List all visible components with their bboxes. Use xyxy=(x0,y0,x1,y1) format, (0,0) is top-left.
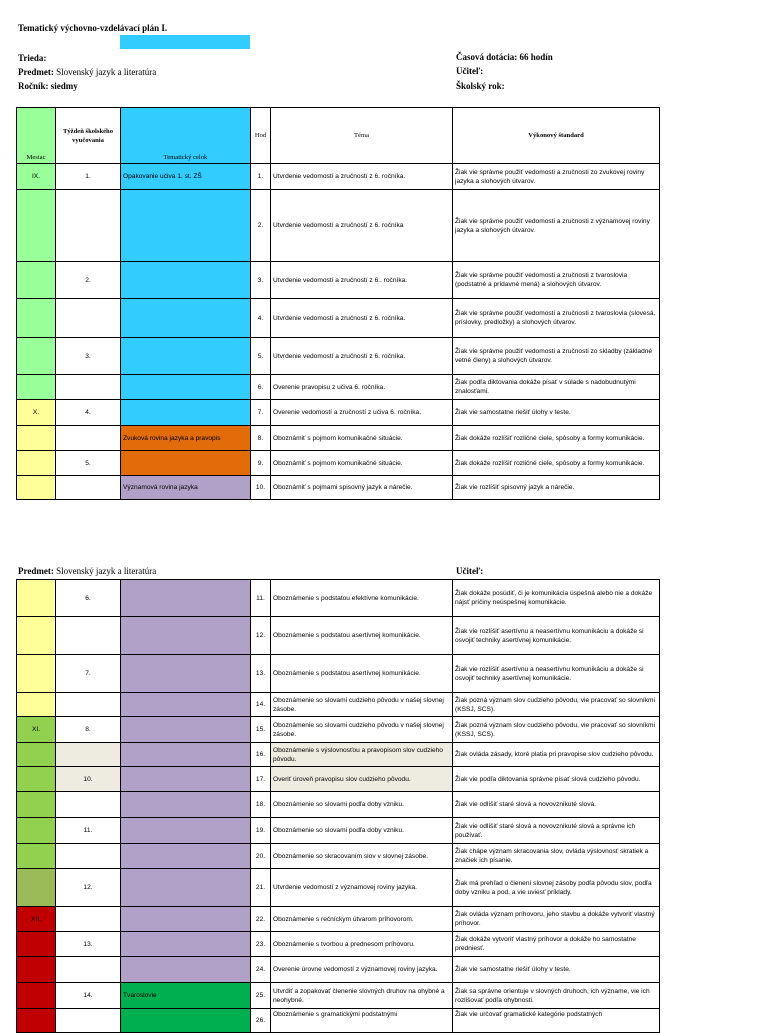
standard-cell: Žiak vie správne použiť vedomosti a zručnosti z významovej roviny jazyka a slohových útvarov. xyxy=(453,190,660,262)
celok-cell xyxy=(121,767,251,792)
mesiac-cell xyxy=(17,451,56,476)
mesiac-cell xyxy=(17,375,56,400)
mesiac-cell xyxy=(17,617,56,655)
tyzden-cell xyxy=(56,907,121,932)
hod-cell: 20. xyxy=(251,844,271,869)
hod-cell: 19. xyxy=(251,818,271,844)
celok-cell: Zvuková rovina jazyka a pravopis xyxy=(121,426,251,451)
hod-cell: 16. xyxy=(251,743,271,767)
mesiac-cell xyxy=(17,338,56,375)
mesiac-cell xyxy=(17,983,56,1009)
tyzden-cell: 1. xyxy=(56,164,121,190)
tema-cell: Utvrdenie vedomostí a zručností z 6. ročníka. xyxy=(271,338,453,375)
hod-cell: 15. xyxy=(251,717,271,743)
tema-cell: Oboznámenie s výslovnosťou a pravopisom slov cudzieho pôvodu. xyxy=(271,743,453,767)
mesiac-cell xyxy=(17,190,56,262)
tyzden-cell xyxy=(56,299,121,338)
mesiac-cell xyxy=(17,1009,56,1033)
table-row xyxy=(17,767,660,792)
table-row xyxy=(17,983,660,1009)
tyzden-cell xyxy=(56,844,121,869)
table-row xyxy=(17,426,660,451)
col-celok: Tematický celok xyxy=(121,108,251,164)
table-row xyxy=(17,743,660,767)
celok-cell xyxy=(121,338,251,375)
tyzden-cell xyxy=(56,426,121,451)
table-row xyxy=(17,957,660,983)
celok-cell xyxy=(121,400,251,426)
tema-cell: Utvrdenie vedomostí a zručností z 6.. ročníka. xyxy=(271,262,453,299)
tema-cell: Oboznámiť s pojmom komunikačné situácie. xyxy=(271,426,453,451)
hod-cell: 21. xyxy=(251,869,271,907)
tema-cell: Oboznámenie s podstatou efektívne komunikácie. xyxy=(271,580,453,617)
hod-cell: 14. xyxy=(251,693,271,717)
skolsky-rok-label: Školský rok: xyxy=(456,81,505,91)
standard-cell: Žiak vie rozlíšiť spisovný jazyk a nárečie. xyxy=(453,476,660,500)
tyzden-cell xyxy=(56,957,121,983)
table-row xyxy=(17,617,660,655)
trieda-label: Trieda: xyxy=(18,53,47,63)
tyzden-cell xyxy=(56,375,121,400)
table-row xyxy=(17,717,660,743)
mesiac-cell xyxy=(17,426,56,451)
col-tema: Téma xyxy=(271,108,453,164)
hod-cell: 2. xyxy=(251,190,271,262)
tema-cell: Oboznámenie s podstatou asertívnej komunikácie. xyxy=(271,655,453,693)
standard-cell: Žiak pozná význam slov cudzieho pôvodu, vie pracovať so slovníkmi (KSSJ, SCS). xyxy=(453,693,660,717)
standard-cell: Žiak vie určovať gramatické kategórie podstatných xyxy=(453,1009,660,1033)
ucitel-label-2: Učiteľ: xyxy=(456,566,484,576)
tyzden-cell: 8. xyxy=(56,717,121,743)
table-row xyxy=(17,400,660,426)
standard-cell: Žiak vie správne použiť vedomosti a zručnosti z tvaroslovia (slovesá, príslovky, predložky) a slohových útvarov. xyxy=(453,299,660,338)
hod-cell: 8. xyxy=(251,426,271,451)
mesiac-cell xyxy=(17,844,56,869)
hod-cell: 1. xyxy=(251,164,271,190)
hod-cell: 25. xyxy=(251,983,271,1009)
tema-cell: Oboznámenie s gramatickými podstatnými xyxy=(271,1009,453,1033)
tyzden-cell xyxy=(56,792,121,818)
col-hod: Hod xyxy=(251,108,271,164)
tema-cell: Utvrdiť a zopakovať členenie slovných druhov na ohybné a neohybné. xyxy=(271,983,453,1009)
tyzden-cell: 7. xyxy=(56,655,121,693)
hod-cell: 13. xyxy=(251,655,271,693)
standard-cell: Žiak dokáže vytvoriť vlastný príhovor a dokáže ho samostatne predniesť. xyxy=(453,932,660,957)
tema-cell: Overenie vedomostí a zručností z učiva 6. ročníka. xyxy=(271,400,453,426)
tema-cell: Utvrdenie vedomostí a zručností z 6. ročníka. xyxy=(271,164,453,190)
standard-cell: Žiak ovláda zásady, ktoré platia pri pravopise slov cudzieho pôvodu. xyxy=(453,743,660,767)
tyzden-cell: 12. xyxy=(56,869,121,907)
tyzden-cell: 14. xyxy=(56,983,121,1009)
hod-cell: 6. xyxy=(251,375,271,400)
casova-dotacia: Časová dotácia: 66 hodín xyxy=(456,52,553,62)
mesiac-cell xyxy=(17,299,56,338)
tema-cell: Utvrdenie vedomostí a zručností z 6. ročníka. xyxy=(271,299,453,338)
celok-cell xyxy=(121,580,251,617)
tyzden-cell: 10. xyxy=(56,767,121,792)
mesiac-cell: IX. xyxy=(17,164,56,190)
celok-cell xyxy=(121,907,251,932)
mesiac-cell xyxy=(17,655,56,693)
celok-cell xyxy=(121,190,251,262)
celok-cell xyxy=(121,299,251,338)
tema-cell: Utvrdenie vedomostí z významovej roviny jazyka. xyxy=(271,869,453,907)
plan-table-1 xyxy=(16,107,660,500)
tyzden-cell: 4. xyxy=(56,400,121,426)
standard-cell: Žiak vie samostatne riešiť úlohy v teste. xyxy=(453,957,660,983)
mesiac-cell: X. xyxy=(17,400,56,426)
hod-cell: 11. xyxy=(251,580,271,617)
table-row xyxy=(17,693,660,717)
hod-cell: 12. xyxy=(251,617,271,655)
celok-cell xyxy=(121,655,251,693)
tyzden-cell xyxy=(56,1009,121,1033)
standard-cell: Žiak dokáže posúdiť, či je komunikácia úspešná alebo nie a dokáže nájsť príčiny neúspešnej komunikácie. xyxy=(453,580,660,617)
standard-cell: Žiak ovláda význam príhovoru, jeho stavbu a dokáže vytvoriť vlastný príhovor. xyxy=(453,907,660,932)
celok-cell xyxy=(121,792,251,818)
mesiac-cell xyxy=(17,869,56,907)
celok-cell xyxy=(121,957,251,983)
tema-cell: Oboznámiť s pojmom komunikačné situácie. xyxy=(271,451,453,476)
mesiac-cell: XI. xyxy=(17,717,56,743)
col-tyzden: Týždeň školského vyučovania xyxy=(56,108,121,164)
table-row xyxy=(17,655,660,693)
celok-cell xyxy=(121,1009,251,1033)
table-row xyxy=(17,907,660,932)
table-row xyxy=(17,792,660,818)
tyzden-cell xyxy=(56,693,121,717)
tema-cell: Oboznámenie s tvorbou a prednesom príhovoru. xyxy=(271,932,453,957)
hod-cell: 24. xyxy=(251,957,271,983)
hod-cell: 3. xyxy=(251,262,271,299)
table-row xyxy=(17,375,660,400)
hod-cell: 10. xyxy=(251,476,271,500)
tema-cell: Oboznámiť s pojmami spisovný jazyk a nárečie. xyxy=(271,476,453,500)
hod-cell: 5. xyxy=(251,338,271,375)
standard-cell: Žiak vie odlíšiť staré slová a novovznikuté slová. xyxy=(453,792,660,818)
standard-cell: Žiak vie správne použiť vedomosti a zručnosti zo zvukovej roviny jazyka a slohových útvarov. xyxy=(453,164,660,190)
mesiac-cell xyxy=(17,767,56,792)
tema-cell: Oboznámenie so skracovaním slov v slovnej zásobe. xyxy=(271,844,453,869)
hod-cell: 22. xyxy=(251,907,271,932)
hod-cell: 18. xyxy=(251,792,271,818)
tyzden-cell: 2. xyxy=(56,262,121,299)
tyzden-cell xyxy=(56,617,121,655)
table-row xyxy=(17,190,660,262)
celok-cell xyxy=(121,869,251,907)
ucitel-label: Učiteľ: xyxy=(456,66,484,76)
tyzden-cell xyxy=(56,743,121,767)
mesiac-cell: XII. xyxy=(17,907,56,932)
standard-cell: Žiak vie samostatne riešiť úlohy v teste. xyxy=(453,400,660,426)
tema-cell: Oboznámenie so slovami cudzieho pôvodu v našej slovnej zásobe. xyxy=(271,693,453,717)
table-row xyxy=(17,580,660,617)
tema-cell: Utvrdenie vedomostí a zručností z 6. ročníka xyxy=(271,190,453,262)
plan-table-2 xyxy=(16,579,660,1033)
tyzden-cell: 5. xyxy=(56,451,121,476)
standard-cell: Žiak má prehľad o členení slovnej zásoby podľa pôvodu slov, podľa doby vzniku a pod. a vie uviesť príklady. xyxy=(453,869,660,907)
hod-cell: 26. xyxy=(251,1009,271,1033)
standard-cell: Žiak vie správne použiť vedomosti a zručnosti zo skladby (základné vetné členy) a slohových útvarov. xyxy=(453,338,660,375)
tema-cell: Oboznámenie so slovami cudzieho pôvodu v našej slovnej zásobe. xyxy=(271,717,453,743)
mesiac-cell xyxy=(17,957,56,983)
table-row xyxy=(17,451,660,476)
table-row xyxy=(17,932,660,957)
tema-cell: Overenie pravopisu z učiva 6. ročníka. xyxy=(271,375,453,400)
tema-cell: Oboznámenie s rečníckym útvarom príhovorom. xyxy=(271,907,453,932)
hod-cell: 9. xyxy=(251,451,271,476)
document-title: Tematický výchovno-vzdelávací plán I. xyxy=(18,23,168,33)
mesiac-cell xyxy=(17,932,56,957)
mesiac-cell xyxy=(17,818,56,844)
standard-cell: Žiak dokáže rozlíšiť rozličné ciele, spôsoby a formy komunikácie. xyxy=(453,451,660,476)
celok-cell: Opakovanie učiva 1. st. ZŠ xyxy=(121,164,251,190)
standard-cell: Žiak pozná význam slov cudzieho pôvodu, vie pracovať so slovníkmi (KSSJ, SCS). xyxy=(453,717,660,743)
celok-cell xyxy=(121,262,251,299)
standard-cell: Žiak chápe význam skracovania slov, ovláda výslovnosť skratiek a značiek ich písanie. xyxy=(453,844,660,869)
standard-cell: Žiak vie rozlíšiť asertívnu a neasertívnu komunikáciu a dokáže si osvojiť techniky asertívnej komunikácie. xyxy=(453,655,660,693)
mesiac-cell xyxy=(17,693,56,717)
standard-cell: Žiak vie podľa diktovania správne písať slová cudzieho pôvodu. xyxy=(453,767,660,792)
mesiac-cell xyxy=(17,580,56,617)
standard-cell: Žiak vie odlíšiť staré slová a novovznikuté slová a správne ich používať. xyxy=(453,818,660,844)
celok-cell xyxy=(121,693,251,717)
hod-cell: 23. xyxy=(251,932,271,957)
col-standard: Výkonový štandard xyxy=(453,108,660,164)
celok-cell: Významová rovina jazyka xyxy=(121,476,251,500)
standard-cell: Žiak sa správne orientuje v slovných druhoch, ich význame, vie ich rozlišovať podľa ohybnosti. xyxy=(453,983,660,1009)
celok-cell xyxy=(121,375,251,400)
celok-cell xyxy=(121,932,251,957)
standard-cell: Žiak vie rozlíšiť asertívnu a neasertívnu komunikáciu a dokáže si osvojiť techniky asertívnej komunikácie. xyxy=(453,617,660,655)
table-row xyxy=(17,844,660,869)
tyzden-cell xyxy=(56,190,121,262)
mesiac-cell xyxy=(17,476,56,500)
table-row xyxy=(17,476,660,500)
tyzden-cell: 6. xyxy=(56,580,121,617)
tyzden-cell: 11. xyxy=(56,818,121,844)
celok-cell: Tvaroslovie xyxy=(121,983,251,1009)
mesiac-cell xyxy=(17,743,56,767)
mesiac-cell xyxy=(17,262,56,299)
tema-cell: Oboznámenie so slovami podľa doby vzniku. xyxy=(271,818,453,844)
table-row xyxy=(17,299,660,338)
table-header-row xyxy=(17,108,660,164)
highlight-box xyxy=(120,35,250,49)
col-mesiac: Mesiac xyxy=(17,108,56,164)
mesiac-cell xyxy=(17,792,56,818)
predmet-line: Predmet: Slovenský jazyk a literatúra xyxy=(18,67,157,77)
tyzden-cell: 3. xyxy=(56,338,121,375)
tema-cell: Overiť úroveň pravopisu slov cudzieho pôvodu. xyxy=(271,767,453,792)
celok-cell xyxy=(121,617,251,655)
table-row xyxy=(17,869,660,907)
tyzden-cell xyxy=(56,476,121,500)
celok-cell xyxy=(121,451,251,476)
celok-cell xyxy=(121,717,251,743)
predmet-line-2: Predmet: Slovenský jazyk a literatúra xyxy=(18,566,157,576)
standard-cell: Žiak vie správne použiť vedomosti a zručnosti z tvaroslovia (podstatné a prídavné mená) a slohových útvarov. xyxy=(453,262,660,299)
tyzden-cell: 13. xyxy=(56,932,121,957)
tema-cell: Overenie úrovne vedomostí z významovej roviny jazyka. xyxy=(271,957,453,983)
celok-cell xyxy=(121,818,251,844)
table-row xyxy=(17,338,660,375)
celok-cell xyxy=(121,844,251,869)
rocnik-line: Ročník: siedmy xyxy=(18,81,78,91)
celok-cell xyxy=(121,743,251,767)
table-row xyxy=(17,164,660,190)
hod-cell: 7. xyxy=(251,400,271,426)
tema-cell: Oboznámenie so slovami podľa doby vzniku. xyxy=(271,792,453,818)
standard-cell: Žiak podľa diktovania dokáže písať v súlade s nadobudnutými znalosťami. xyxy=(453,375,660,400)
table-row xyxy=(17,818,660,844)
table-row xyxy=(17,1009,660,1033)
table-row xyxy=(17,262,660,299)
standard-cell: Žiak dokáže rozlíšiť rozličné ciele, spôsoby a formy komunikácie. xyxy=(453,426,660,451)
tema-cell: Oboznámenie s podstatou asertívnej komunikácie. xyxy=(271,617,453,655)
hod-cell: 17. xyxy=(251,767,271,792)
hod-cell: 4. xyxy=(251,299,271,338)
